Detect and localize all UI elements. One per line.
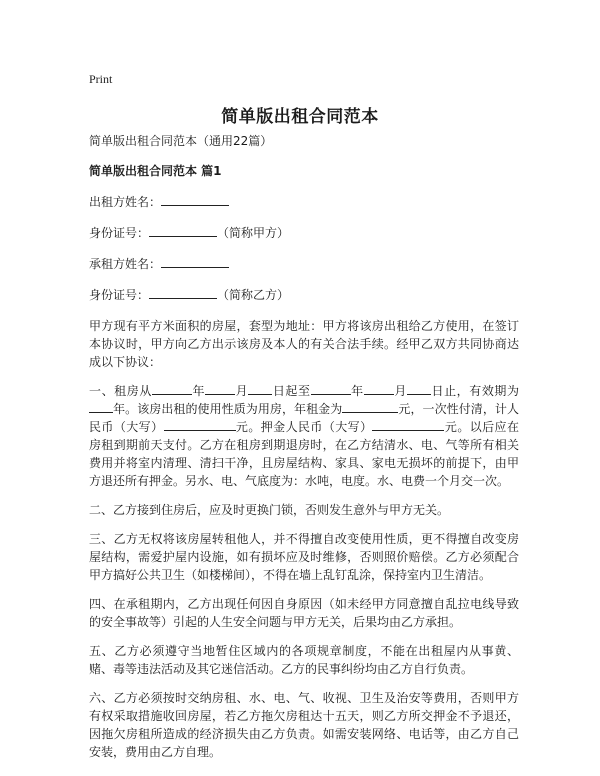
clause-1-text: 日止，有效期为 — [430, 384, 519, 398]
clause-1-text: 月 — [393, 384, 407, 398]
lessor-name-label: 出租方姓名： — [89, 195, 162, 209]
blank — [407, 383, 431, 395]
lessee-id-label: 身份证号： — [89, 288, 150, 302]
lessee-id-blank — [149, 286, 217, 299]
clause-1-text: 年。该房出租的使用性质为用房，年租金为 — [113, 402, 343, 416]
clause-1-text: 年 — [350, 384, 364, 398]
clause-4: 四、在承租期内，乙方出现任何因自身原因（如未经甲方同意擅自乱拉电线导致的安全事故等）引起的人生安全问题与甲方无关，后果均由乙方承担。 — [89, 597, 519, 629]
lessee-name-label: 承租方姓名： — [89, 257, 162, 271]
lessor-id-label: 身份证号： — [89, 226, 150, 240]
blank — [164, 419, 236, 431]
clause-2: 二、乙方接到住房后，应及时更换门锁，否则发生意外与甲方无关。 — [89, 503, 450, 517]
lessee-name-field — [89, 255, 519, 273]
clause-1-text: 月 — [235, 384, 249, 398]
blank — [372, 419, 444, 431]
clause-1-text: 年 — [191, 384, 206, 398]
intro-paragraph: 甲方现有平方米面积的房屋，套型为地址：甲方将该房出租给乙方使用，在签订本协议时，甲方向乙方出示该房及本人的有关合法手续。经甲乙双方共同协商达成以下协议： — [89, 319, 519, 369]
blank — [152, 383, 192, 395]
blank — [364, 383, 394, 395]
lessor-note: （简称甲方） — [217, 226, 290, 240]
section-heading: 简单版出租合同范本 篇1 — [89, 164, 222, 178]
blank — [311, 383, 351, 395]
document-body — [89, 132, 519, 772]
clause-3: 三、乙方无权将该房屋转租他人，并不得擅自改变使用性质，更不得擅自改变房屋结构，需爱护屋内设施，如有损坏应及时维修，否则照价赔偿。乙方必须配合甲方搞好公共卫生（如楼梯间），不得在墙上乱钉乱涂，保持室内卫生清洁。 — [89, 532, 519, 582]
clause-1-text: 日起至 — [272, 384, 311, 398]
clause-5: 五、乙方必须遵守当地暂住区域内的各项规章制度，不能在出租屋内从事黄、赌、毒等违法活动及其它迷信活动。乙方的民事纠纷均由乙方自行负责。 — [89, 644, 519, 676]
lessor-id-field — [89, 224, 519, 242]
document-subtitle: 简单版出租合同范本（通用22篇） — [89, 134, 273, 148]
lessee-id-field — [89, 286, 519, 304]
clause-1-text: 元。押金人民币（大写） — [235, 420, 373, 434]
clause-1-text: 元，一次性付清，计人民币（大写） — [89, 402, 519, 434]
clause-6: 六、乙方必须按时交纳房租、水、电、气、收视、卫生及治安等费用，否则甲方有权采取措施收回房屋，若乙方拖欠房租达十五天，则乙方所交押金不予退还，因拖欠房租所造成的经济损失由乙方负责。如需安装网络、电话等，由乙方自己安装，费用由乙方自理。 — [89, 691, 519, 759]
lessee-name-blank — [161, 255, 229, 268]
lessor-id-blank — [149, 224, 217, 237]
blank — [205, 383, 235, 395]
lessor-name-field — [89, 193, 519, 211]
lessee-note: （简称乙方） — [217, 288, 290, 302]
page-title: 简单版出租合同范本 — [221, 107, 379, 127]
blank — [248, 383, 272, 395]
lessor-name-blank — [161, 193, 229, 206]
clause-1-text: 一、租房从 — [89, 384, 152, 398]
print-link[interactable]: Print — [89, 72, 113, 86]
blank — [342, 401, 398, 413]
clause-1-text: 元。以后应在房租到期前天支付。乙方在租房到期退房时，在乙方结清水、电、气等所有相关费用并将室内清理、清扫干净，且房屋结构、家具、家电无损坏的前提下，由甲方退还所有押金。另水、电、气底度为：水吨，电度。水、电费一个月交一次。 — [89, 420, 519, 488]
blank — [89, 401, 113, 413]
clause-1 — [89, 382, 519, 490]
